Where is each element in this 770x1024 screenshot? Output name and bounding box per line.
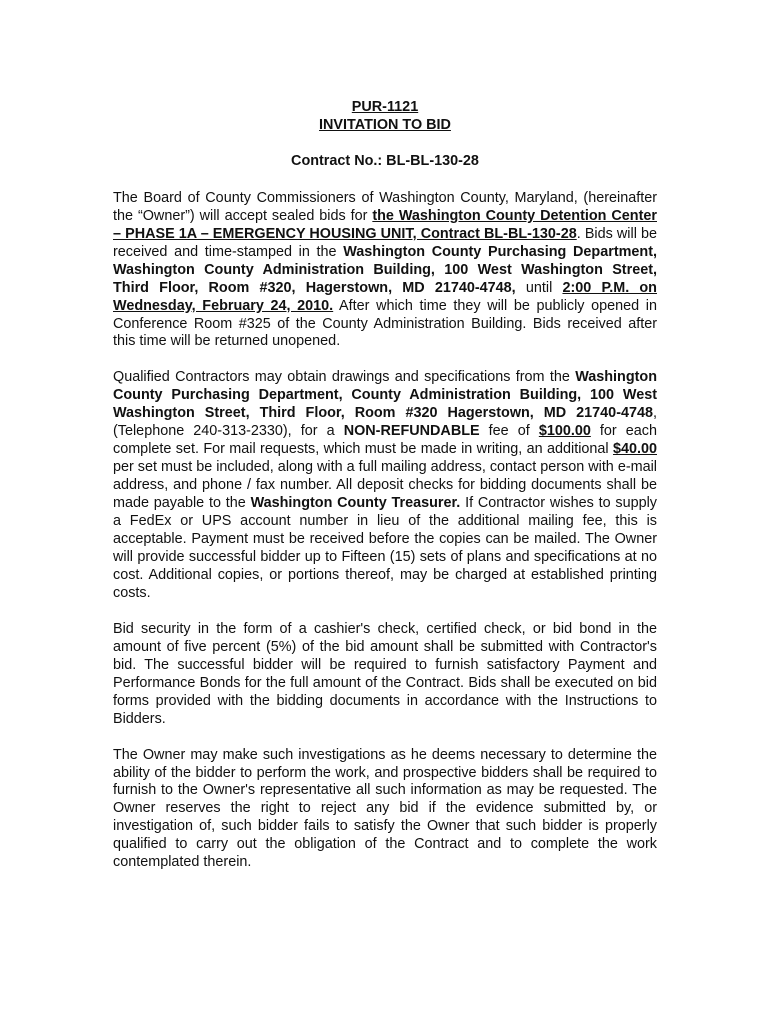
document-title: INVITATION TO BID: [319, 116, 451, 133]
text-run: fee of: [479, 423, 539, 440]
document-body: [113, 99, 657, 872]
text-run: The Board of County Commissioners of Washington County, Maryland, (hereinafter the “Owner”) will accept sealed bids for: [113, 189, 657, 224]
contract-number: Contract No.: BL-BL-130-28: [291, 152, 479, 169]
text-run: After which time they will be publicly opened in Conference Room #325 of the County Administration Building. Bids received after this time will be returned unopened.: [113, 297, 657, 350]
text-run: for each complete set. For mail requests, which must be made in writing, an additional: [113, 423, 657, 458]
text-run: until: [515, 279, 563, 296]
text-run: per set must be included, along with a full mailing address, contact person with e-mail address, and phone / fax number. All deposit checks for bidding documents shall be made payable to the: [113, 459, 657, 512]
text-run: If Contractor wishes to supply a FedEx or UPS account number in lieu of the additional mailing fee, this is acceptable. Payment must be received before the copies can be mailed. The Owner will provide successful bidder up to Fifteen (15) sets of plans and specifications at no cost. Additional copies, or portions thereof, may be charged at established printing costs.: [113, 495, 657, 601]
payee-name: Washington County Treasurer.: [250, 495, 461, 512]
bid-deadline: 2:00 P.M. on Wednesday, February 24, 2010.: [113, 279, 657, 314]
document-number: PUR-1121: [351, 99, 419, 115]
paragraph-investigations: The Owner may make such investigations as he deems necessary to determine the ability of the bidder to perform the work, and prospective bidders shall be required to furnish to the Owner's representative all such information as may be requested. The Owner reserves the right to reject any bid if the evidence submitted by, or investigation of, such bidder fails to satisfy the Owner that such bidder is properly qualified to carry out the obligation of the Contract and to complete the work contemplated therein.: [113, 746, 657, 871]
text-run: , (Telephone 240-313-2330), for a: [113, 405, 657, 440]
project-name: the Washington County Detention Center – PHASE 1A – EMERGENCY HOUSING UNIT, Contract BL-BL-130-28: [113, 207, 657, 242]
mailing-fee: $40.00: [612, 441, 657, 458]
purchasing-address: Washington County Purchasing Department, Washington County Administration Building, 100 West Washington Street, Third Floor, Room #320, Hagerstown, MD 21740-4748,: [113, 243, 657, 296]
set-fee: $100.00: [538, 423, 591, 440]
paragraph-drawings: [113, 369, 657, 602]
non-refundable-label: NON-REFUNDABLE: [343, 423, 480, 440]
drawings-address: Washington County Purchasing Department, County Administration Building, 100 West Washington Street, Third Floor, Room #320 Hagerstown, MD 21740-4748: [113, 369, 657, 422]
text-run: Qualified Contractors may obtain drawings and specifications from the: [113, 369, 576, 386]
paragraph-bid-invitation: [113, 190, 657, 352]
text-run: . Bids will be received and time-stamped in the: [113, 225, 657, 260]
paragraph-bid-security: Bid security in the form of a cashier's check, certified check, or bid bond in the amount of five percent (5%) of the bid amount shall be submitted with Contractor's bid. The successful bidder will be required to furnish satisfactory Payment and Performance Bonds for the full amount of the Contract. Bids shall be executed on bid forms provided with the bidding documents in accordance with the Instructions to Bidders.: [113, 620, 657, 727]
